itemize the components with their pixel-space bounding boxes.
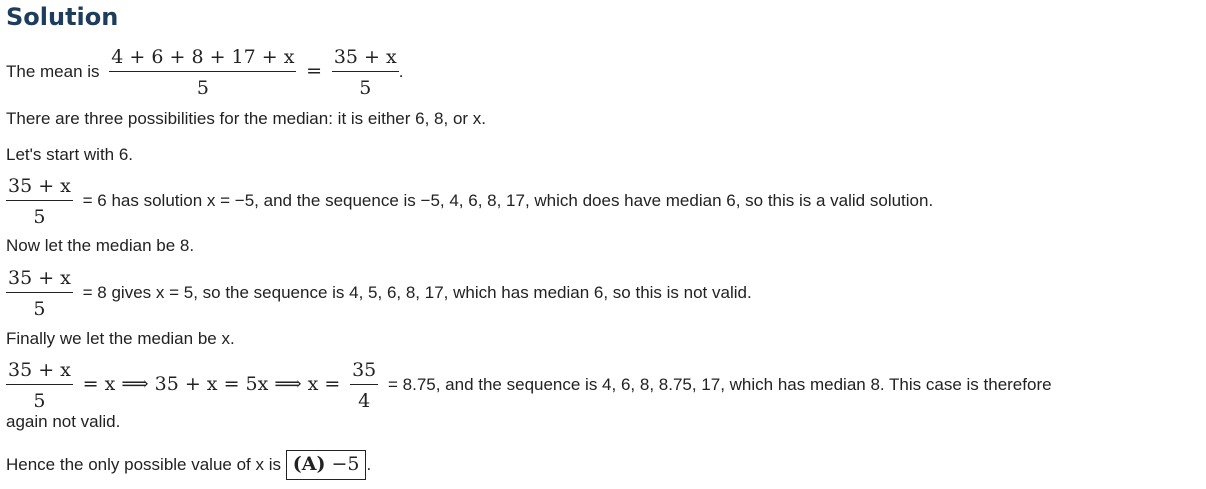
- solution-panel: [6, 0, 1206, 489]
- case6-fraction: [6, 176, 73, 227]
- casex-solution-numerator: 35: [350, 360, 378, 385]
- casex-fraction-denominator: 5: [33, 390, 46, 412]
- possibilities-text: There are three possibilities for the median: it is either 6, 8, or x.: [6, 109, 487, 128]
- start-text: Let's start with 6.: [6, 145, 134, 164]
- case6-fraction-denominator: 5: [33, 206, 46, 228]
- case8-fraction-denominator: 5: [33, 298, 46, 320]
- case6-text: = 6 has solution x = −5, and the sequence is −5, 4, 6, 8, 17, which does have median 6, so this is a valid solution.: [82, 190, 934, 210]
- case6-fraction-numerator: 35 + x: [6, 176, 73, 201]
- casex-continuation: again not valid.: [6, 412, 121, 431]
- case-median-6: [6, 176, 933, 227]
- case-median-8: [6, 268, 752, 319]
- mean-fraction-simplified: [332, 47, 399, 98]
- finally-text: Finally we let the median be x.: [6, 329, 235, 348]
- casex-solution-denominator: 4: [358, 390, 371, 412]
- case8-text: = 8 gives x = 5, so the sequence is 4, 5, 6, 8, 17, which has median 6, so this is not valid.: [82, 282, 752, 302]
- final-answer-lead: Hence the only possible value of x is: [6, 455, 281, 474]
- casex-fraction-solution: [350, 360, 378, 411]
- final-answer-line: [6, 450, 371, 480]
- mean-lead: The mean is: [6, 61, 100, 81]
- mean-fraction-sum-denominator: 5: [196, 77, 209, 99]
- mean-fraction-sum-numerator: 4 + 6 + 8 + 17 + x: [109, 47, 296, 72]
- mean-period: .: [398, 61, 404, 81]
- mean-statement: [6, 47, 403, 98]
- case8-fraction: [6, 268, 73, 319]
- mean-equals: =: [306, 59, 323, 82]
- mean-fraction-sum: [109, 47, 296, 98]
- mean-fraction-simplified-denominator: 5: [359, 77, 372, 99]
- casex-fraction-numerator: 35 + x: [6, 360, 73, 385]
- case-median-x: [6, 360, 1052, 411]
- now-text: Now let the median be 8.: [6, 236, 195, 255]
- casex-fraction: [6, 360, 73, 411]
- case8-fraction-numerator: 35 + x: [6, 268, 73, 293]
- final-answer-period: .: [366, 455, 372, 474]
- casex-derivation: = x ⟹ 35 + x = 5x ⟹ x =: [82, 372, 341, 395]
- answer-value: −5: [331, 453, 360, 475]
- mean-fraction-simplified-numerator: 35 + x: [332, 47, 399, 72]
- answer-choice-label: (A): [292, 453, 326, 475]
- casex-text: = 8.75, and the sequence is 4, 6, 8, 8.75, 17, which has median 8. This case is therefore: [387, 374, 1052, 394]
- final-answer-box: [286, 450, 367, 480]
- solution-heading: Solution: [6, 3, 119, 31]
